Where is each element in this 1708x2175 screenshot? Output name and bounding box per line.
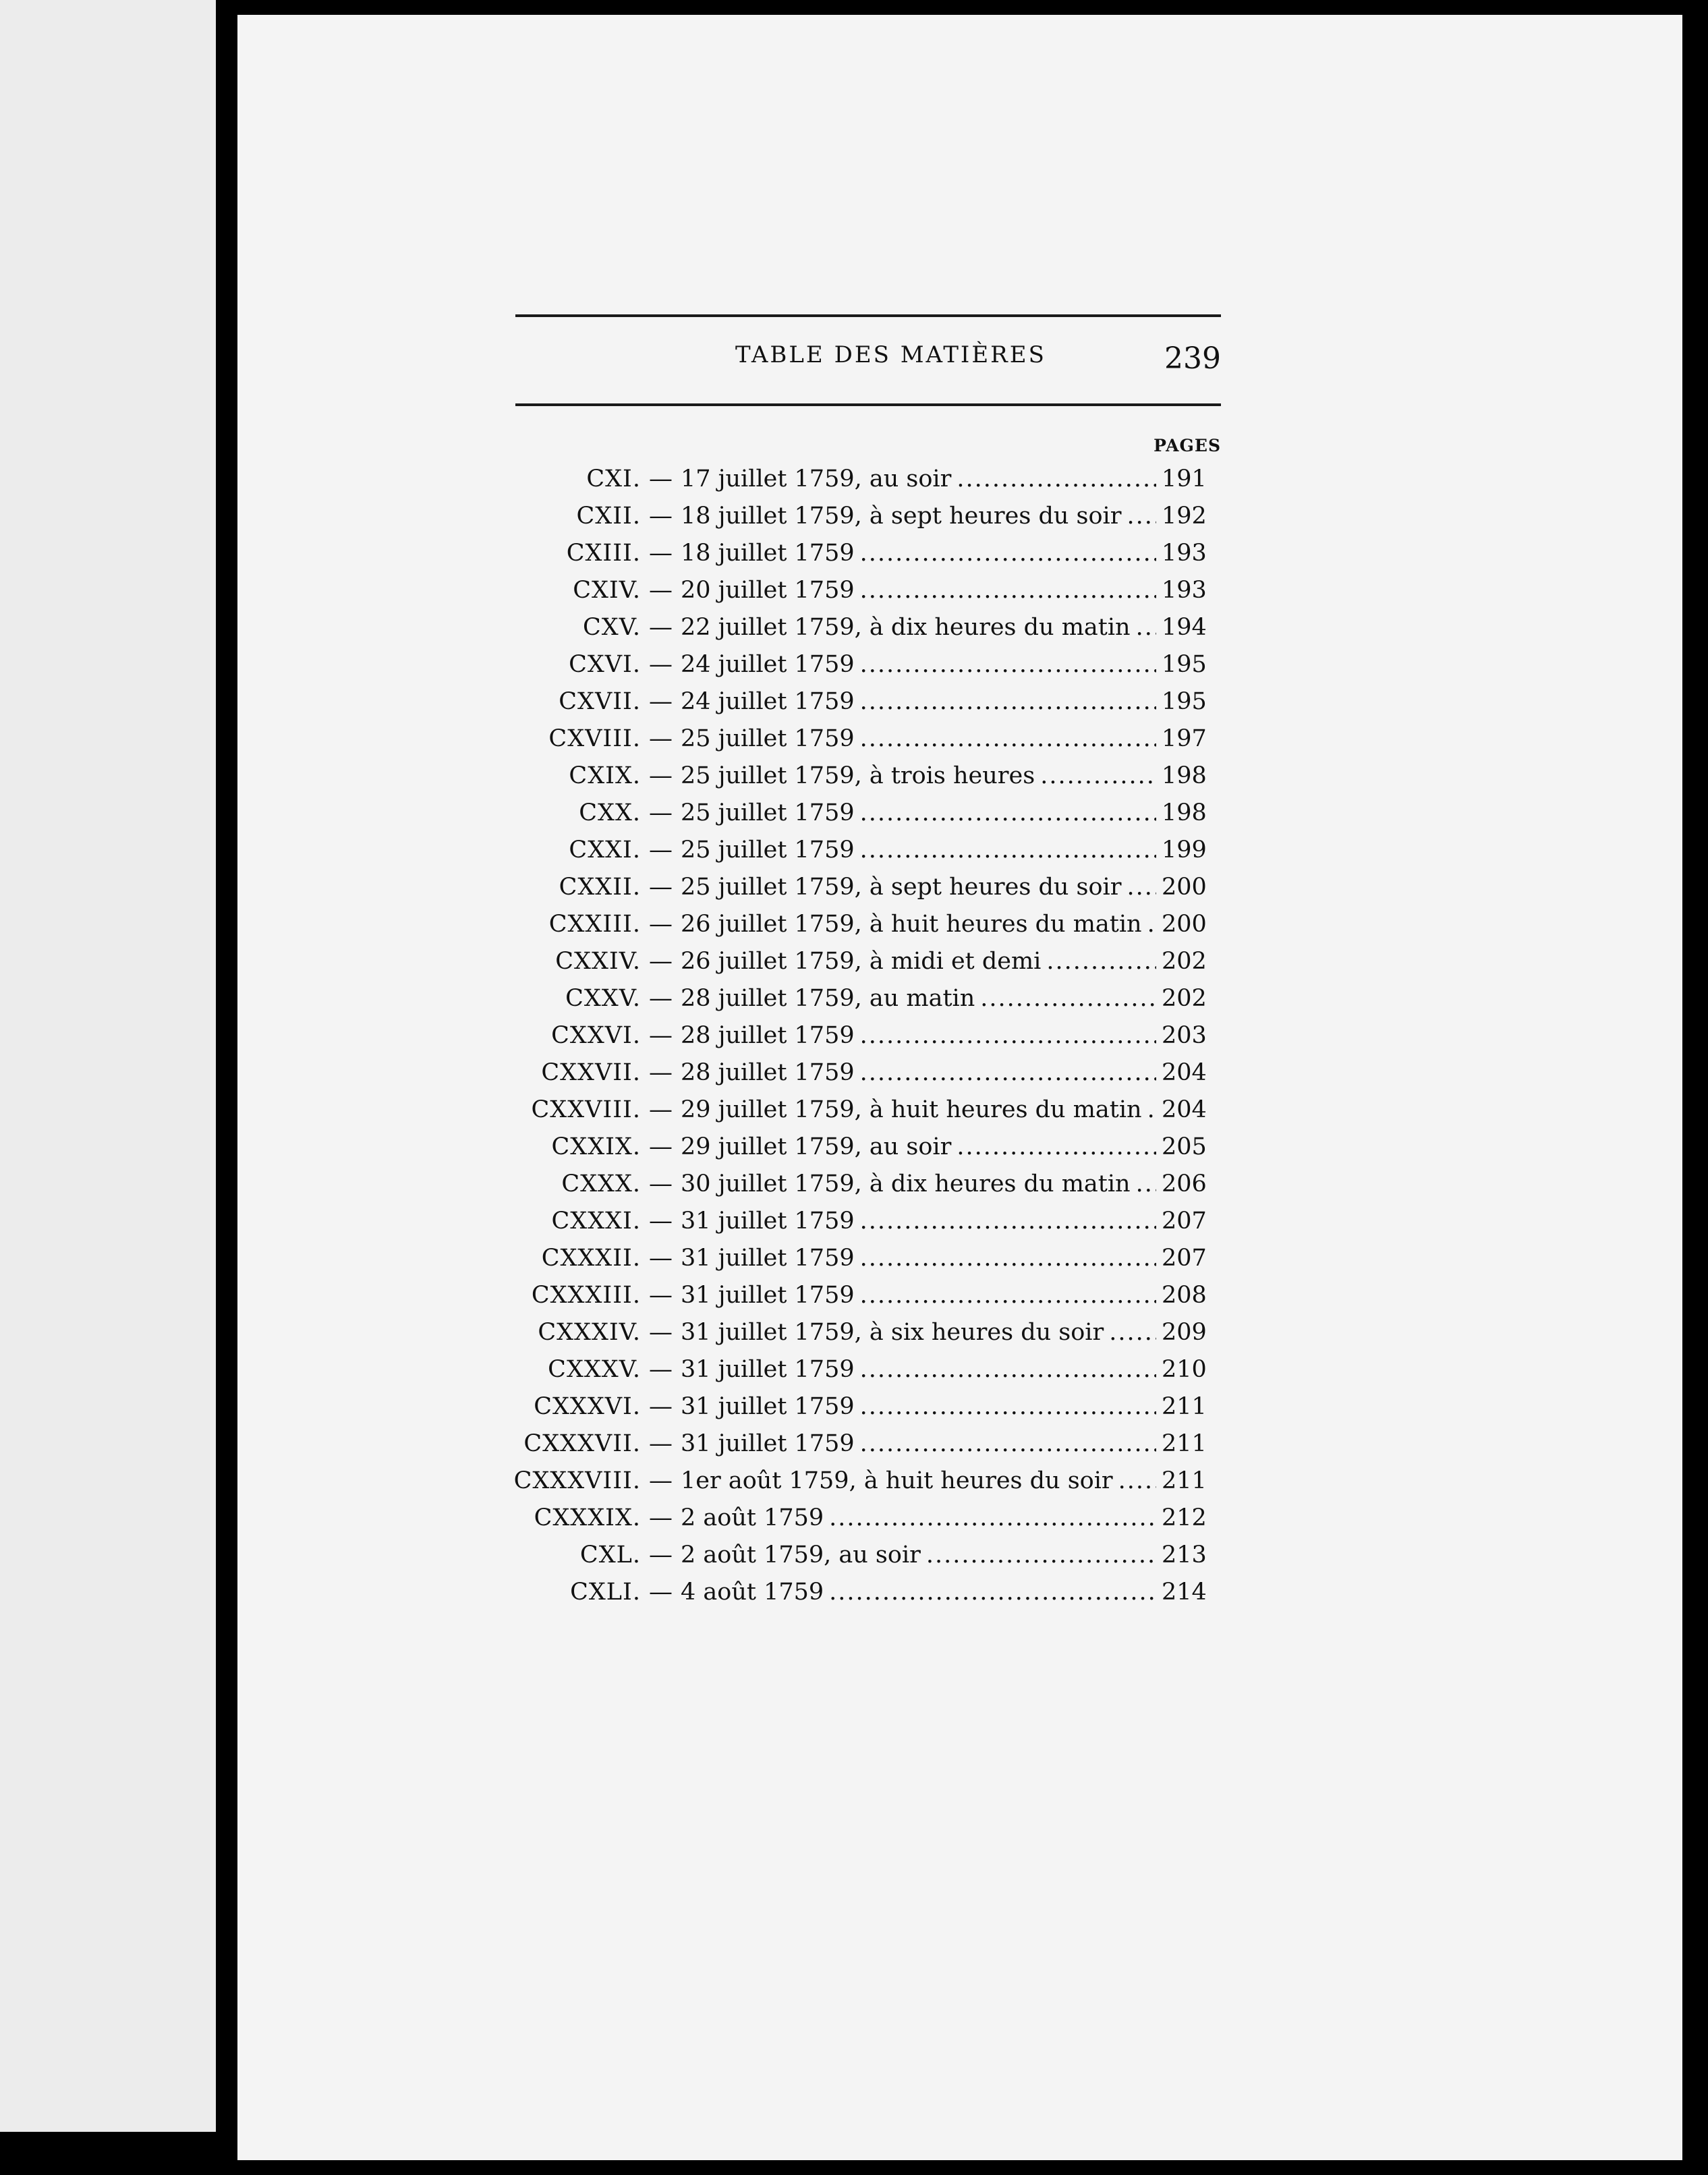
toc-entry-dot-leader [1127, 874, 1156, 901]
toc-entry-dot-leader [829, 1504, 1156, 1531]
toc-entry [472, 1393, 1206, 1430]
toc-entry-dot-leader [860, 1356, 1156, 1383]
toc-entry-dot-leader [860, 1059, 1156, 1086]
toc-entry-dash: — [649, 614, 673, 641]
toc-entry-page: 211 [1162, 1430, 1207, 1457]
toc-entry-dash: — [649, 725, 673, 752]
toc-entry-title: 24 juillet 1759 [681, 688, 855, 715]
toc-entry-title: 31 juillet 1759 [681, 1430, 855, 1457]
toc-entry-dot-leader [1109, 1319, 1156, 1346]
toc-entry-page: 199 [1162, 837, 1207, 864]
toc-entry-numeral: CXLI. [570, 1579, 641, 1606]
page-number: 239 [1164, 341, 1221, 376]
toc-entry-dash: — [649, 1096, 673, 1123]
toc-entry [472, 503, 1206, 540]
toc-entry-numeral: CXXXI. [551, 1208, 641, 1235]
toc-entry-dash: — [649, 1319, 673, 1346]
toc-entry-dot-leader [860, 1282, 1156, 1309]
toc-entry-page: 206 [1162, 1170, 1207, 1197]
toc-entry-dash: — [649, 1579, 673, 1606]
toc-entry-title: 2 août 1759 [681, 1504, 824, 1531]
running-header-title: TABLE DES MATIÈRES [735, 341, 1046, 368]
toc-entry-title: 24 juillet 1759 [681, 651, 855, 678]
toc-entry-numeral: CXXXVI. [534, 1393, 641, 1420]
toc-entry [472, 651, 1206, 688]
toc-entry-dot-leader [860, 688, 1156, 715]
toc-entry-dot-leader [860, 1393, 1156, 1420]
toc-entry-dot-leader [860, 577, 1156, 604]
toc-entry-numeral: CXXIII. [548, 911, 641, 938]
toc-entry-dash: — [649, 985, 673, 1012]
toc-entry [472, 1504, 1206, 1542]
toc-entry-numeral: CXXVI. [551, 1022, 641, 1049]
header-top-rule [515, 314, 1221, 317]
toc-entry-title: 4 août 1759 [681, 1579, 824, 1606]
toc-entry-page: 204 [1162, 1096, 1207, 1123]
toc-entry-title: 25 juillet 1759 [681, 725, 855, 752]
toc-entry-title: 28 juillet 1759, au matin [681, 985, 975, 1012]
toc-entry-title: 31 juillet 1759, à six heures du soir [681, 1319, 1104, 1346]
toc-entry-title: 25 juillet 1759, à sept heures du soir [681, 874, 1122, 901]
toc-entry-dot-leader [957, 465, 1156, 492]
toc-entry-numeral: CXL. [579, 1542, 641, 1569]
toc-entry-title: 31 juillet 1759 [681, 1356, 855, 1383]
toc-entry [472, 874, 1206, 911]
toc-entry-dash: — [649, 1282, 673, 1309]
toc-entry-page: 191 [1162, 465, 1207, 492]
toc-entry-numeral: CXIII. [566, 540, 641, 567]
toc-entry-dot-leader [980, 985, 1156, 1012]
toc-entry-title: 25 juillet 1759, à trois heures [681, 762, 1035, 789]
toc-entry-dot-leader [860, 1245, 1156, 1272]
toc-entry-dot-leader [860, 651, 1156, 678]
toc-entry-dash: — [649, 799, 673, 826]
toc-entry-title: 31 juillet 1759 [681, 1245, 855, 1272]
toc-entry-title: 26 juillet 1759, à midi et demi [681, 948, 1042, 975]
toc-entry-numeral: CXII. [576, 503, 641, 530]
toc-entry [472, 1282, 1206, 1319]
pages-column-label: PAGES [1154, 436, 1221, 455]
toc-entry-numeral: CXXX. [561, 1170, 641, 1197]
toc-entry-dash: — [649, 1467, 673, 1494]
toc-entry-title: 1er août 1759, à huit heures du soir [681, 1467, 1113, 1494]
toc-entry-dash: — [649, 465, 673, 492]
toc-entry-page: 198 [1162, 762, 1207, 789]
toc-entry-numeral: CXXV. [565, 985, 641, 1012]
toc-entry-dot-leader [1136, 1170, 1156, 1197]
toc-entry-numeral: CXXXIII. [531, 1282, 641, 1309]
toc-entry [472, 837, 1206, 874]
toc-entry-dash: — [649, 688, 673, 715]
toc-entry-dot-leader [860, 1430, 1156, 1457]
toc-entry-dash: — [649, 503, 673, 530]
table-of-contents [472, 465, 1206, 1616]
toc-entry-dash: — [649, 540, 673, 567]
toc-entry-page: 210 [1162, 1356, 1207, 1383]
toc-entry-page: 195 [1162, 688, 1207, 715]
toc-entry-dot-leader [860, 799, 1156, 826]
toc-entry-page: 195 [1162, 651, 1207, 678]
toc-entry-numeral: CXXXII. [541, 1245, 641, 1272]
toc-entry [472, 1245, 1206, 1282]
toc-entry-page: 202 [1162, 948, 1207, 975]
toc-entry-page: 214 [1162, 1579, 1207, 1606]
toc-entry [472, 540, 1206, 577]
toc-entry-dot-leader [860, 725, 1156, 752]
toc-entry-page: 193 [1162, 540, 1207, 567]
toc-entry-page: 194 [1162, 614, 1207, 641]
toc-entry-dash: — [649, 1133, 673, 1160]
toc-entry-dot-leader [1127, 503, 1156, 530]
toc-entry-title: 18 juillet 1759, à sept heures du soir [681, 503, 1122, 530]
toc-entry [472, 1022, 1206, 1059]
toc-entry-title: 18 juillet 1759 [681, 540, 855, 567]
toc-entry-dot-leader [1147, 1096, 1156, 1123]
toc-entry-dash: — [649, 911, 673, 938]
toc-entry-dash: — [649, 837, 673, 864]
toc-entry-title: 25 juillet 1759 [681, 799, 855, 826]
toc-entry [472, 1579, 1206, 1616]
toc-entry [472, 1096, 1206, 1133]
toc-entry-numeral: CXXXIX. [534, 1504, 641, 1531]
toc-entry-dot-leader [1118, 1467, 1156, 1494]
toc-entry [472, 1356, 1206, 1393]
toc-entry-numeral: CXXVIII. [531, 1096, 641, 1123]
toc-entry-dot-leader [860, 540, 1156, 567]
toc-entry-page: 207 [1162, 1208, 1207, 1235]
toc-entry [472, 762, 1206, 799]
toc-entry [472, 1133, 1206, 1170]
toc-entry [472, 985, 1206, 1022]
toc-entry-title: 31 juillet 1759 [681, 1393, 855, 1420]
toc-entry [472, 911, 1206, 948]
toc-entry-page: 197 [1162, 725, 1207, 752]
toc-entry-page: 202 [1162, 985, 1207, 1012]
toc-entry-title: 26 juillet 1759, à huit heures du matin [681, 911, 1142, 938]
toc-entry-dot-leader [829, 1579, 1156, 1606]
toc-entry [472, 799, 1206, 837]
toc-entry-numeral: CXXXVIII. [513, 1467, 641, 1494]
toc-entry [472, 1170, 1206, 1208]
toc-entry [472, 1208, 1206, 1245]
toc-entry [472, 614, 1206, 651]
toc-entry-page: 198 [1162, 799, 1207, 826]
toc-entry-numeral: CXV. [583, 614, 641, 641]
header-bottom-rule [515, 403, 1221, 406]
toc-entry-dash: — [649, 651, 673, 678]
toc-entry-numeral: CXXVII. [541, 1059, 641, 1086]
toc-entry-page: 200 [1162, 874, 1207, 901]
toc-entry-numeral: CXXXVII. [523, 1430, 641, 1457]
toc-entry-title: 20 juillet 1759 [681, 577, 855, 604]
toc-entry-dot-leader [1046, 948, 1156, 975]
toc-entry-dash: — [649, 1393, 673, 1420]
toc-entry-title: 25 juillet 1759 [681, 837, 855, 864]
toc-entry [472, 725, 1206, 762]
toc-entry-numeral: CXVI. [569, 651, 641, 678]
toc-entry-dash: — [649, 577, 673, 604]
toc-entry-dot-leader [860, 837, 1156, 864]
toc-entry-numeral: CXXIV. [555, 948, 641, 975]
toc-entry-page: 209 [1162, 1319, 1207, 1346]
toc-entry-dash: — [649, 762, 673, 789]
toc-entry-dot-leader [860, 1022, 1156, 1049]
toc-entry-page: 204 [1162, 1059, 1207, 1086]
toc-entry-page: 213 [1162, 1542, 1207, 1569]
toc-entry-dash: — [649, 1430, 673, 1457]
toc-entry-dash: — [649, 1542, 673, 1569]
toc-entry [472, 1430, 1206, 1467]
toc-entry-title: 29 juillet 1759, au soir [681, 1133, 952, 1160]
toc-entry-dot-leader [1040, 762, 1156, 789]
toc-entry [472, 465, 1206, 503]
toc-entry-dash: — [649, 874, 673, 901]
toc-entry-numeral: CXI. [586, 465, 641, 492]
toc-entry-page: 207 [1162, 1245, 1207, 1272]
toc-entry-page: 212 [1162, 1504, 1207, 1531]
toc-entry-dash: — [649, 1059, 673, 1086]
toc-entry-page: 193 [1162, 577, 1207, 604]
toc-entry [472, 1467, 1206, 1504]
toc-entry-title: 30 juillet 1759, à dix heures du matin [681, 1170, 1131, 1197]
toc-entry-dash: — [649, 1170, 673, 1197]
toc-entry-dash: — [649, 1245, 673, 1272]
toc-entry-dash: — [649, 1504, 673, 1531]
toc-entry-dash: — [649, 1022, 673, 1049]
toc-entry-numeral: CXXI. [569, 837, 641, 864]
toc-entry-dot-leader [860, 1208, 1156, 1235]
toc-entry-numeral: CXXXV. [548, 1356, 641, 1383]
toc-entry [472, 948, 1206, 985]
toc-entry-dash: — [649, 1208, 673, 1235]
toc-entry-numeral: CXXIX. [551, 1133, 641, 1160]
toc-entry-dot-leader [957, 1133, 1156, 1160]
toc-entry-numeral: CXVII. [559, 688, 641, 715]
toc-entry-title: 31 juillet 1759 [681, 1282, 855, 1309]
toc-entry-page: 203 [1162, 1022, 1207, 1049]
toc-entry-page: 192 [1162, 503, 1207, 530]
toc-entry [472, 1319, 1206, 1356]
toc-entry-title: 29 juillet 1759, à huit heures du matin [681, 1096, 1142, 1123]
toc-entry-title: 2 août 1759, au soir [681, 1542, 921, 1569]
toc-entry-numeral: CXVIII. [548, 725, 641, 752]
toc-entry-dash: — [649, 948, 673, 975]
toc-entry [472, 688, 1206, 725]
toc-entry-title: 28 juillet 1759 [681, 1059, 855, 1086]
toc-entry-dot-leader [1147, 911, 1156, 938]
toc-entry-title: 22 juillet 1759, à dix heures du matin [681, 614, 1131, 641]
toc-entry-dot-leader [1136, 614, 1156, 641]
toc-entry-page: 211 [1162, 1467, 1207, 1494]
toc-entry-page: 211 [1162, 1393, 1207, 1420]
toc-entry-page: 208 [1162, 1282, 1207, 1309]
left-page-edge [0, 0, 216, 2132]
toc-entry [472, 1059, 1206, 1096]
toc-entry-page: 200 [1162, 911, 1207, 938]
toc-entry-dash: — [649, 1356, 673, 1383]
toc-entry-title: 17 juillet 1759, au soir [681, 465, 952, 492]
toc-entry [472, 577, 1206, 614]
toc-entry-numeral: CXX. [579, 799, 641, 826]
toc-entry [472, 1542, 1206, 1579]
toc-entry-numeral: CXIX. [569, 762, 641, 789]
toc-entry-page: 205 [1162, 1133, 1207, 1160]
toc-entry-numeral: CXIV. [573, 577, 641, 604]
toc-entry-numeral: CXXXIV. [538, 1319, 641, 1346]
toc-entry-dot-leader [926, 1542, 1156, 1569]
toc-entry-numeral: CXXII. [559, 874, 641, 901]
toc-entry-title: 31 juillet 1759 [681, 1208, 855, 1235]
toc-entry-title: 28 juillet 1759 [681, 1022, 855, 1049]
